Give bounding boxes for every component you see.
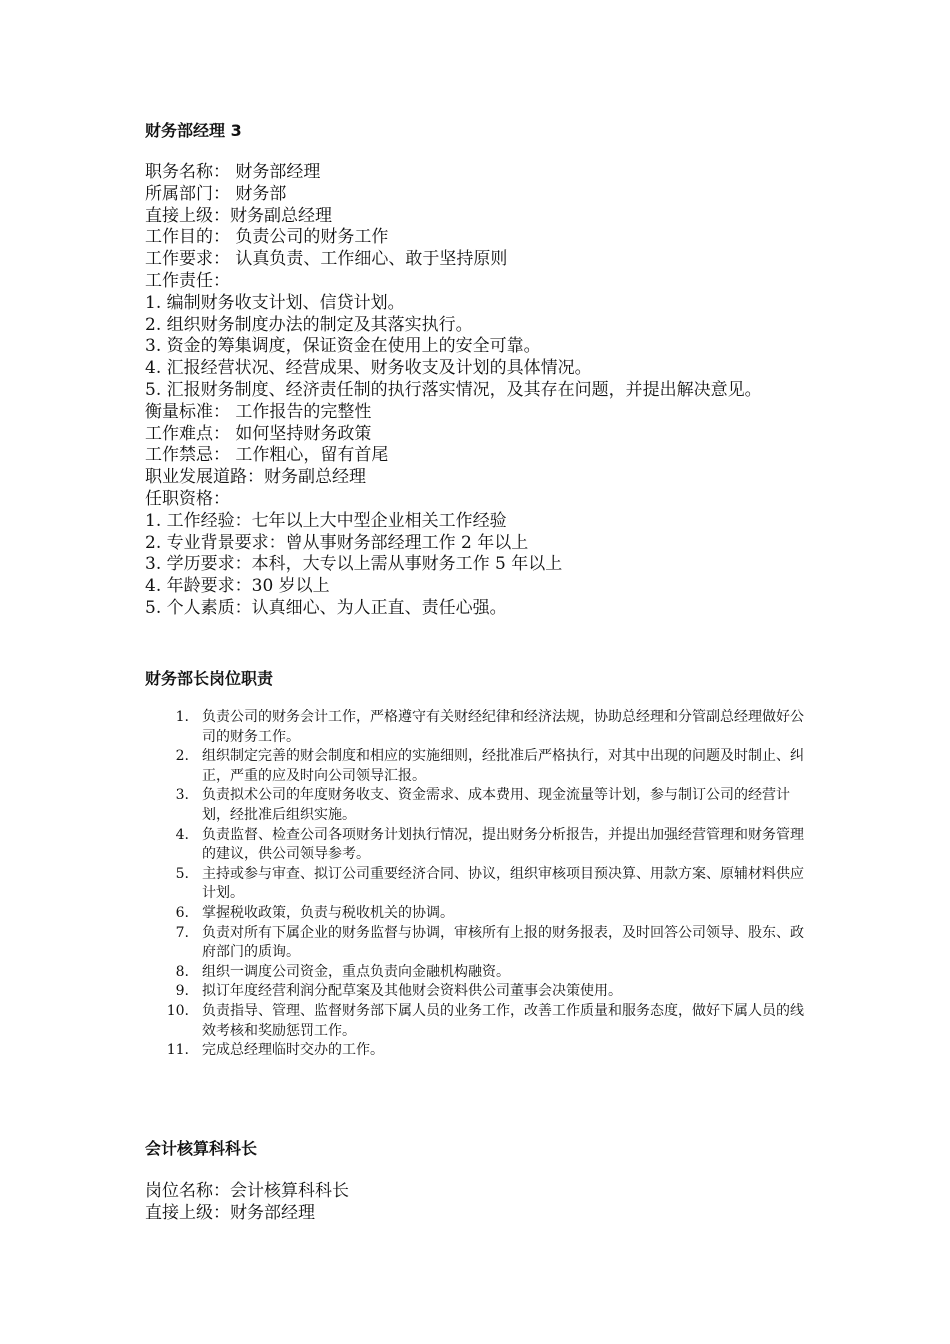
list-text: 负责对所有下属企业的财务监督与协调，审核所有上报的财务报表，及时回答公司领导、股东、政府部门的质询。 bbox=[202, 924, 804, 961]
qualification-item: 3. 学历要求：本科，大专以上需从事财务工作 5 年以上 bbox=[145, 554, 563, 575]
responsibility-item: 2. 组织财务制度办法的制定及其落实执行。 bbox=[145, 314, 473, 335]
list-text: 完成总经理临时交办的工作。 bbox=[202, 1042, 384, 1059]
list-number: 8. bbox=[175, 963, 189, 980]
detail-line: 工作难点： 如何坚持财务政策 bbox=[145, 423, 372, 444]
list-item bbox=[145, 786, 812, 825]
list-text: 负责指导、管理、监督财务部下属人员的业务工作，改善工作质量和服务态度，做好下属人员的线效考核和奖励惩罚工作。 bbox=[202, 1002, 804, 1039]
list-text: 拟订年度经营利润分配草案及其他财会资料供公司董事会决策使用。 bbox=[202, 983, 622, 1000]
detail-line: 任职资格： bbox=[145, 488, 230, 509]
detail-line: 工作责任： bbox=[145, 270, 230, 291]
detail-line: 工作目的： 负责公司的财务工作 bbox=[145, 227, 389, 248]
list-number: 1. bbox=[175, 709, 189, 725]
list-number: 2. bbox=[175, 748, 189, 765]
list-item bbox=[145, 747, 812, 786]
list-text: 掌握税收政策，负责与税收机关的协调。 bbox=[202, 904, 454, 921]
list-item bbox=[145, 904, 812, 924]
list-number: 3. bbox=[175, 787, 189, 804]
list-text: 组织制定完善的财会制度和相应的实施细则，经批准后严格执行，对其中出现的问题及时制止、纠正，严重的应及时向公司领导汇报。 bbox=[202, 748, 804, 784]
qualification-item: 2. 专业背景要求：曾从事财务部经理工作 2 年以上 bbox=[145, 532, 529, 553]
accounting-chief-details bbox=[145, 1180, 349, 1224]
detail-line: 衡量标准： 工作报告的完整性 bbox=[145, 401, 372, 422]
list-text: 负责公司的财务会计工作，严格遵守有关财经纪律和经济法规，协助总经理和分管副总经理做好公司的财务工作。 bbox=[202, 709, 804, 745]
detail-line: 职业发展道路：财务副总经理 bbox=[145, 467, 366, 488]
list-item bbox=[145, 963, 812, 983]
list-number: 9. bbox=[175, 983, 189, 1000]
detail-line: 工作要求： 认真负责、工作细心、敢于坚持原则 bbox=[145, 249, 508, 270]
list-number: 10. bbox=[166, 1002, 189, 1019]
list-number: 5. bbox=[175, 865, 189, 882]
list-item bbox=[145, 982, 812, 1002]
finance-manager-details bbox=[145, 162, 825, 620]
responsibility-item: 4. 汇报经营状况、经营成果、财务收支及计划的具体情况。 bbox=[145, 358, 592, 379]
list-item bbox=[145, 1041, 812, 1061]
qualification-item: 5. 个人素质：认真细心、为人正直、责任心强。 bbox=[145, 597, 507, 618]
detail-line: 岗位名称：会计核算科科长 bbox=[145, 1181, 349, 1201]
duties-list bbox=[145, 708, 825, 1061]
list-number: 4. bbox=[175, 826, 189, 843]
list-number: 6. bbox=[175, 904, 189, 921]
section-title-finance-director-duties: 财务部长岗位职责 bbox=[145, 669, 274, 688]
list-text: 负责拟术公司的年度财务收支、资金需求、成本费用、现金流量等计划，参与制订公司的经营计划，经批准后组织实施。 bbox=[202, 787, 790, 823]
list-number: 7. bbox=[175, 924, 189, 941]
list-text: 组织一调度公司资金，重点负责向金融机构融资。 bbox=[202, 963, 510, 980]
list-item bbox=[145, 865, 812, 904]
list-item bbox=[145, 826, 812, 865]
qualification-item: 1. 工作经验：七年以上大中型企业相关工作经验 bbox=[145, 510, 507, 531]
list-text: 主持或参与审查、拟订公司重要经济合同、协议，组织审核项目预决算、用款方案、原辅材料供应计划。 bbox=[202, 865, 804, 902]
detail-line: 工作禁忌： 工作粗心，留有首尾 bbox=[145, 445, 389, 466]
detail-line: 直接上级：财务副总经理 bbox=[145, 205, 332, 226]
section-title-finance-manager: 财务部经理 3 bbox=[145, 121, 242, 140]
list-text: 负责监督、检查公司各项财务计划执行情况，提出财务分析报告，并提出加强经营管理和财务管理的建议，供公司领导参考。 bbox=[202, 826, 804, 863]
responsibility-item: 3. 资金的筹集调度，保证资金在使用上的安全可靠。 bbox=[145, 336, 541, 357]
list-item bbox=[145, 924, 812, 963]
section-title-accounting-chief: 会计核算科科长 bbox=[145, 1139, 258, 1158]
responsibility-item: 5. 汇报财务制度、经济责任制的执行落实情况，及其存在问题，并提出解决意见。 bbox=[145, 379, 762, 400]
list-item bbox=[145, 708, 812, 747]
detail-line: 直接上级：财务部经理 bbox=[145, 1203, 315, 1223]
list-item bbox=[145, 1002, 812, 1041]
qualification-item: 4. 年龄要求：30 岁以上 bbox=[145, 576, 330, 597]
list-number: 11. bbox=[166, 1042, 189, 1059]
detail-line: 职务名称： 财务部经理 bbox=[145, 162, 321, 182]
detail-line: 所属部门： 财务部 bbox=[145, 183, 287, 204]
responsibility-item: 1. 编制财务收支计划、信贷计划。 bbox=[145, 292, 405, 313]
